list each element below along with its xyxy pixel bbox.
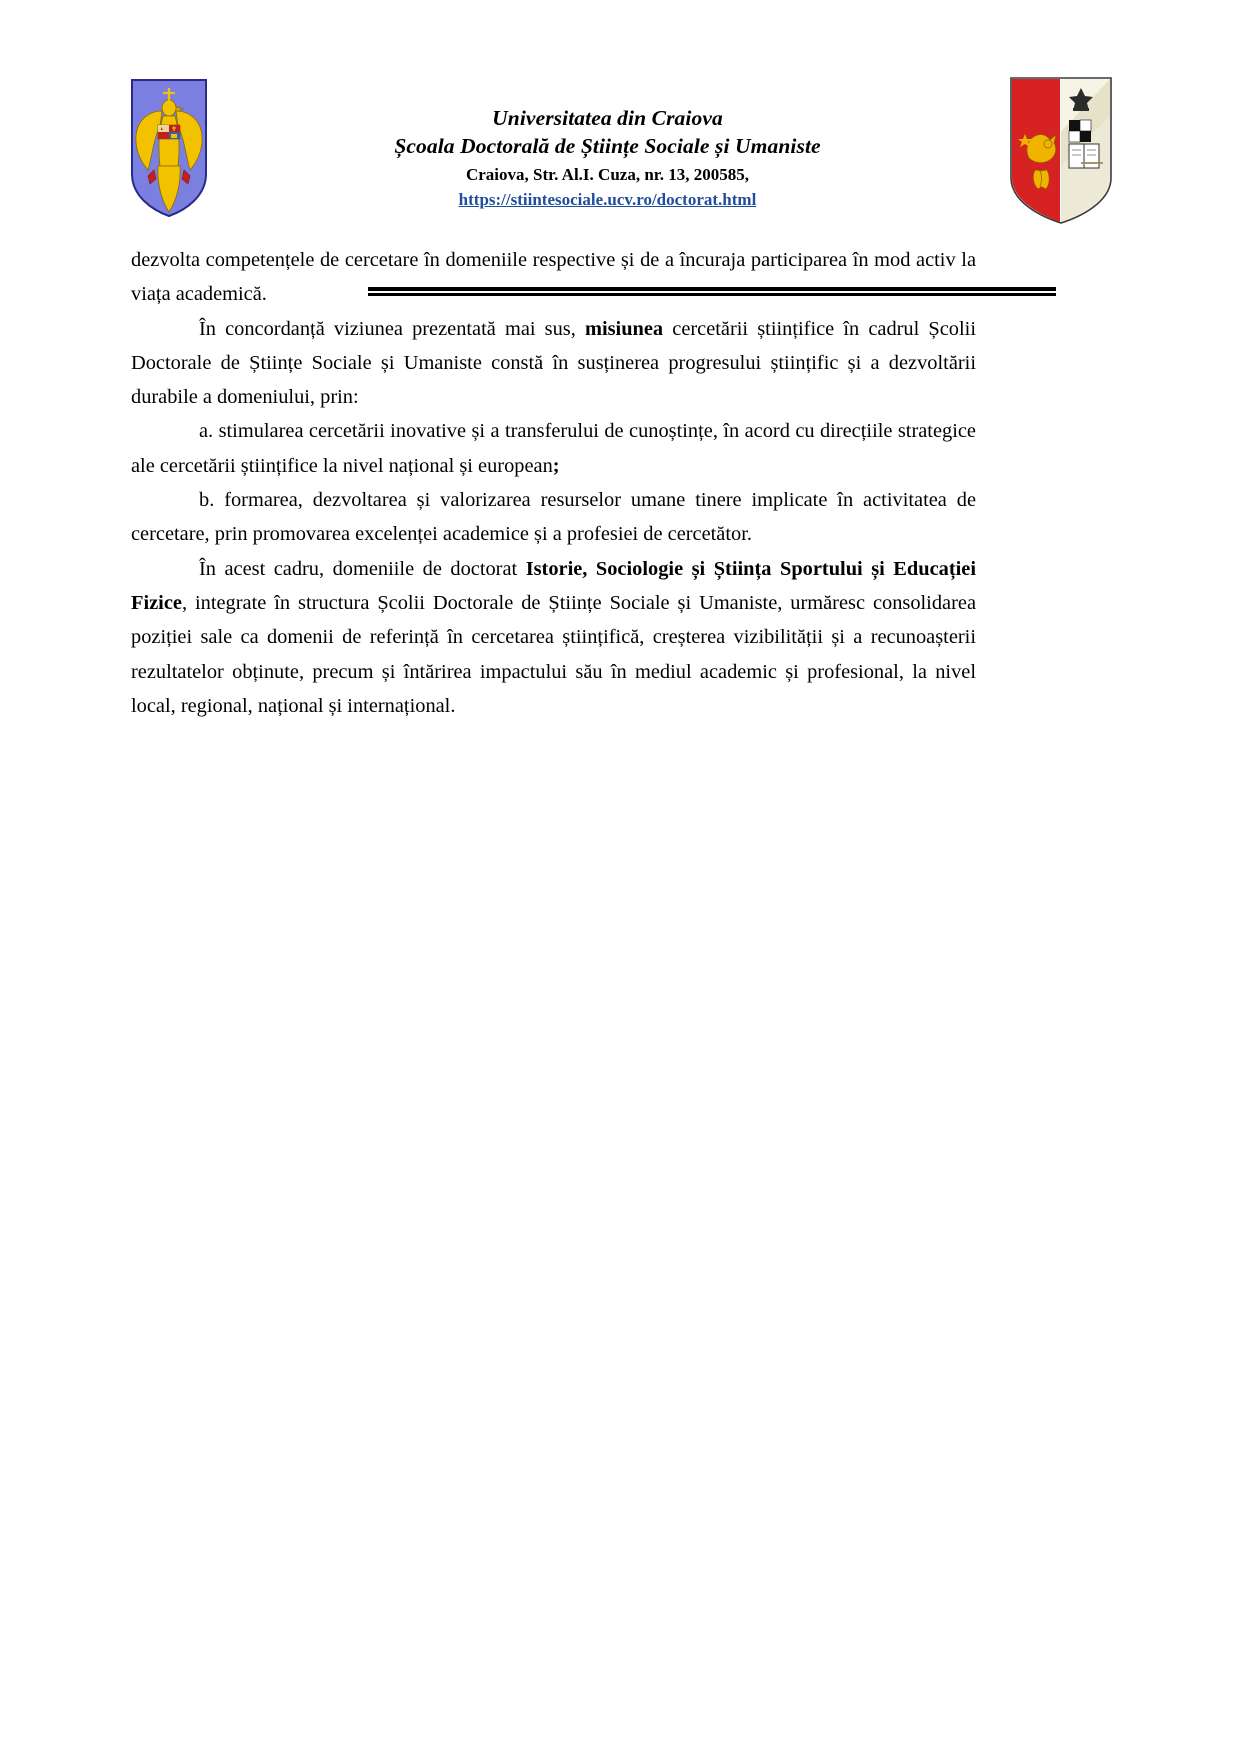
doctorate-page-link[interactable]: https://stiintesociale.ucv.ro/doctorat.html — [458, 190, 757, 210]
header-text-block — [208, 78, 1007, 213]
address-line: Craiova, Str. Al.I. Cuza, nr. 13, 200585, — [465, 164, 750, 184]
doctoral-school-name: Școala Doctorală de Științe Sociale și Umaniste — [394, 134, 821, 159]
paragraph-domains-pre: În acest cadru, domeniile de doctorat — [199, 557, 526, 580]
paragraph-mission-pre: În concordanță viziunea prezentată mai sus, — [199, 317, 585, 340]
paragraph-continuation-text: dezvolta competențele de cercetare în domeniile respective și de a încuraja participarea în mod activ la viața academică. — [131, 249, 976, 306]
paragraph-domains — [131, 552, 976, 723]
paragraph-mission — [131, 312, 976, 415]
university-emblem-icon — [1007, 74, 1115, 226]
paragraph-domains-keyword: Istorie, Sociologie și Știința Sportului și Educației Fizice — [131, 557, 976, 614]
list-item-a-text: a. stimularea cercetării inovative și a transferului de cunoștințe, în acord cu direcțiile strategice ale cercetării științifice la nivel național și european — [131, 420, 976, 477]
document-body — [131, 243, 976, 723]
paragraph-continuation — [131, 243, 976, 312]
paragraph-domains-post: , integrate în structura Școlii Doctorale de Științe Sociale și Umaniste, urmăresc consolidarea poziției sale ca domenii de referință în cercetarea științifică, creșterea vizibilității și a recunoașterii rezultatelor obținute, precum și întărirea impactului său în mediul academic și profesional, la nivel local, regional, național și internațional. — [131, 591, 976, 717]
list-item-b — [131, 483, 976, 552]
document-header — [130, 78, 1115, 228]
paragraph-mission-keyword: misiunea — [584, 317, 664, 340]
institution-name: Universitatea din Craiova — [492, 106, 723, 130]
romania-coat-of-arms-icon — [130, 78, 208, 218]
paragraph-mission-post: cercetării științifice în cadrul Școlii Doctorale de Științe Sociale și Umaniste constă în susținerea progresului științific și a dezvoltării durabile a domeniului, prin: — [131, 317, 976, 409]
list-item-b-text: b. formarea, dezvoltarea și valorizarea resurselor umane tinere implicate în activitatea de cercetare, prin promovarea excelenței academice și a profesiei de cercetător. — [131, 489, 976, 546]
list-item-a — [131, 414, 976, 483]
list-item-a-terminator: ; — [552, 454, 560, 477]
